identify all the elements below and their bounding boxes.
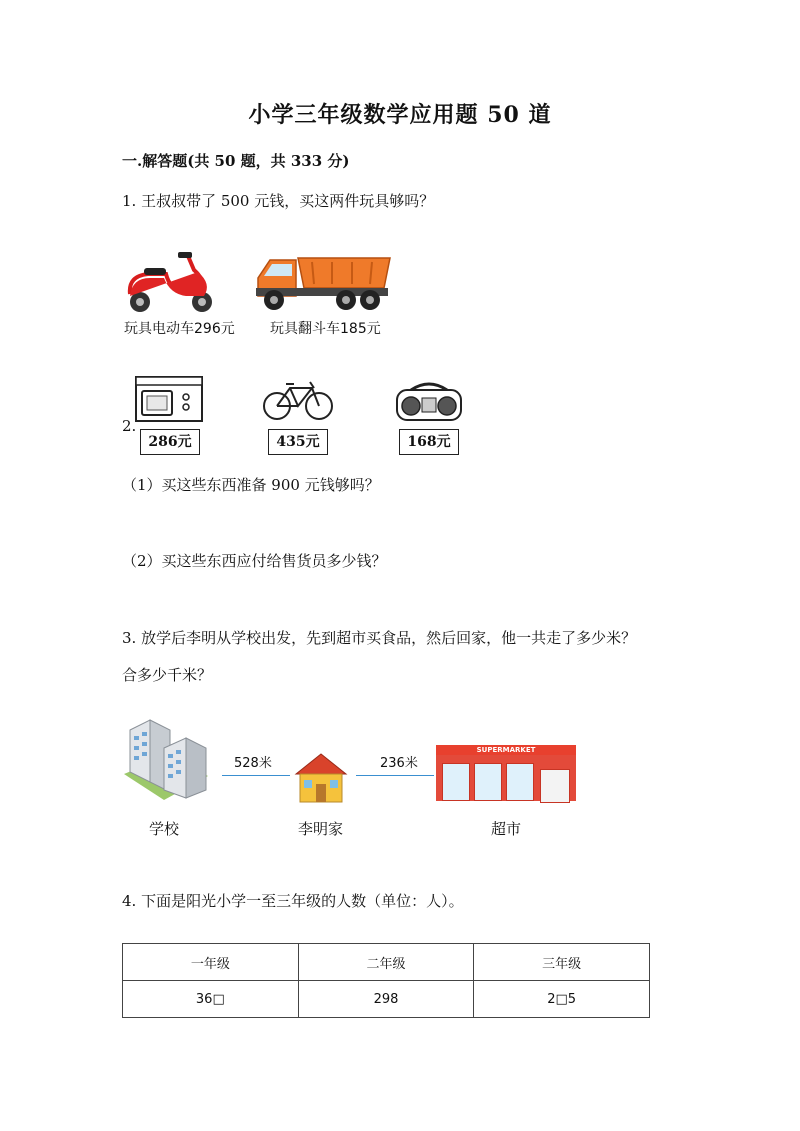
bicycle-icon [262,376,334,422]
question-3-line-1: 3. 放学后李明从学校出发，先到超市买食品，然后回家，他一共走了多少米？ [122,629,637,647]
grade-count-table [122,943,650,1018]
section-heading: 一.解答题(共 50 题，共 333 分) [122,152,350,170]
question-1-text: 1. 王叔叔带了 500 元钱，买这两件玩具够吗？ [122,192,435,210]
table-header-row [123,944,650,981]
scooter-icon [124,250,216,316]
table-cell: 298 [298,981,474,1018]
route-line-1 [222,775,290,776]
school-building-icon [124,716,208,802]
question-2-sub-1: （1）买这些东西准备 900 元钱够吗？ [122,476,380,494]
table-row [123,981,650,1018]
price-tag-radio: 168元 [399,429,459,455]
label-home: 李明家 [298,820,344,838]
question-4-text: 4. 下面是阳光小学一至三年级的人数（单位：人）。 [122,892,464,910]
table-header-cell: 三年级 [474,944,650,981]
price-tag-microwave: 286元 [140,429,200,455]
supermarket-icon [436,745,576,801]
label-market: 超市 [491,820,522,838]
table-cell: 2□5 [474,981,650,1018]
microwave-icon [134,375,204,423]
radio-icon [395,378,463,422]
question-2-sub-2: （2）买这些东西应付给售货员多少钱？ [122,552,387,570]
route-line-2 [356,775,434,776]
page-title: 小学三年级数学应用题 50 道 [248,102,552,128]
label-school: 学校 [149,820,180,838]
supermarket-sign: SUPERMARKET [436,745,576,755]
distance-home-market: 236米 [380,756,418,771]
dump-truck-icon [252,244,392,314]
question-2-number: 2. [122,417,137,435]
price-tag-bicycle: 435元 [268,429,328,455]
house-icon [294,750,348,804]
question-3-line-2: 合多少千米？ [122,666,213,684]
table-header-cell: 二年级 [298,944,474,981]
item-label-scooter: 玩具电动车296元 [124,321,235,337]
item-label-dump-truck: 玩具翻斗车185元 [270,321,381,337]
distance-school-home: 528米 [234,756,272,771]
table-header-cell: 一年级 [123,944,299,981]
table-cell: 36□ [123,981,299,1018]
